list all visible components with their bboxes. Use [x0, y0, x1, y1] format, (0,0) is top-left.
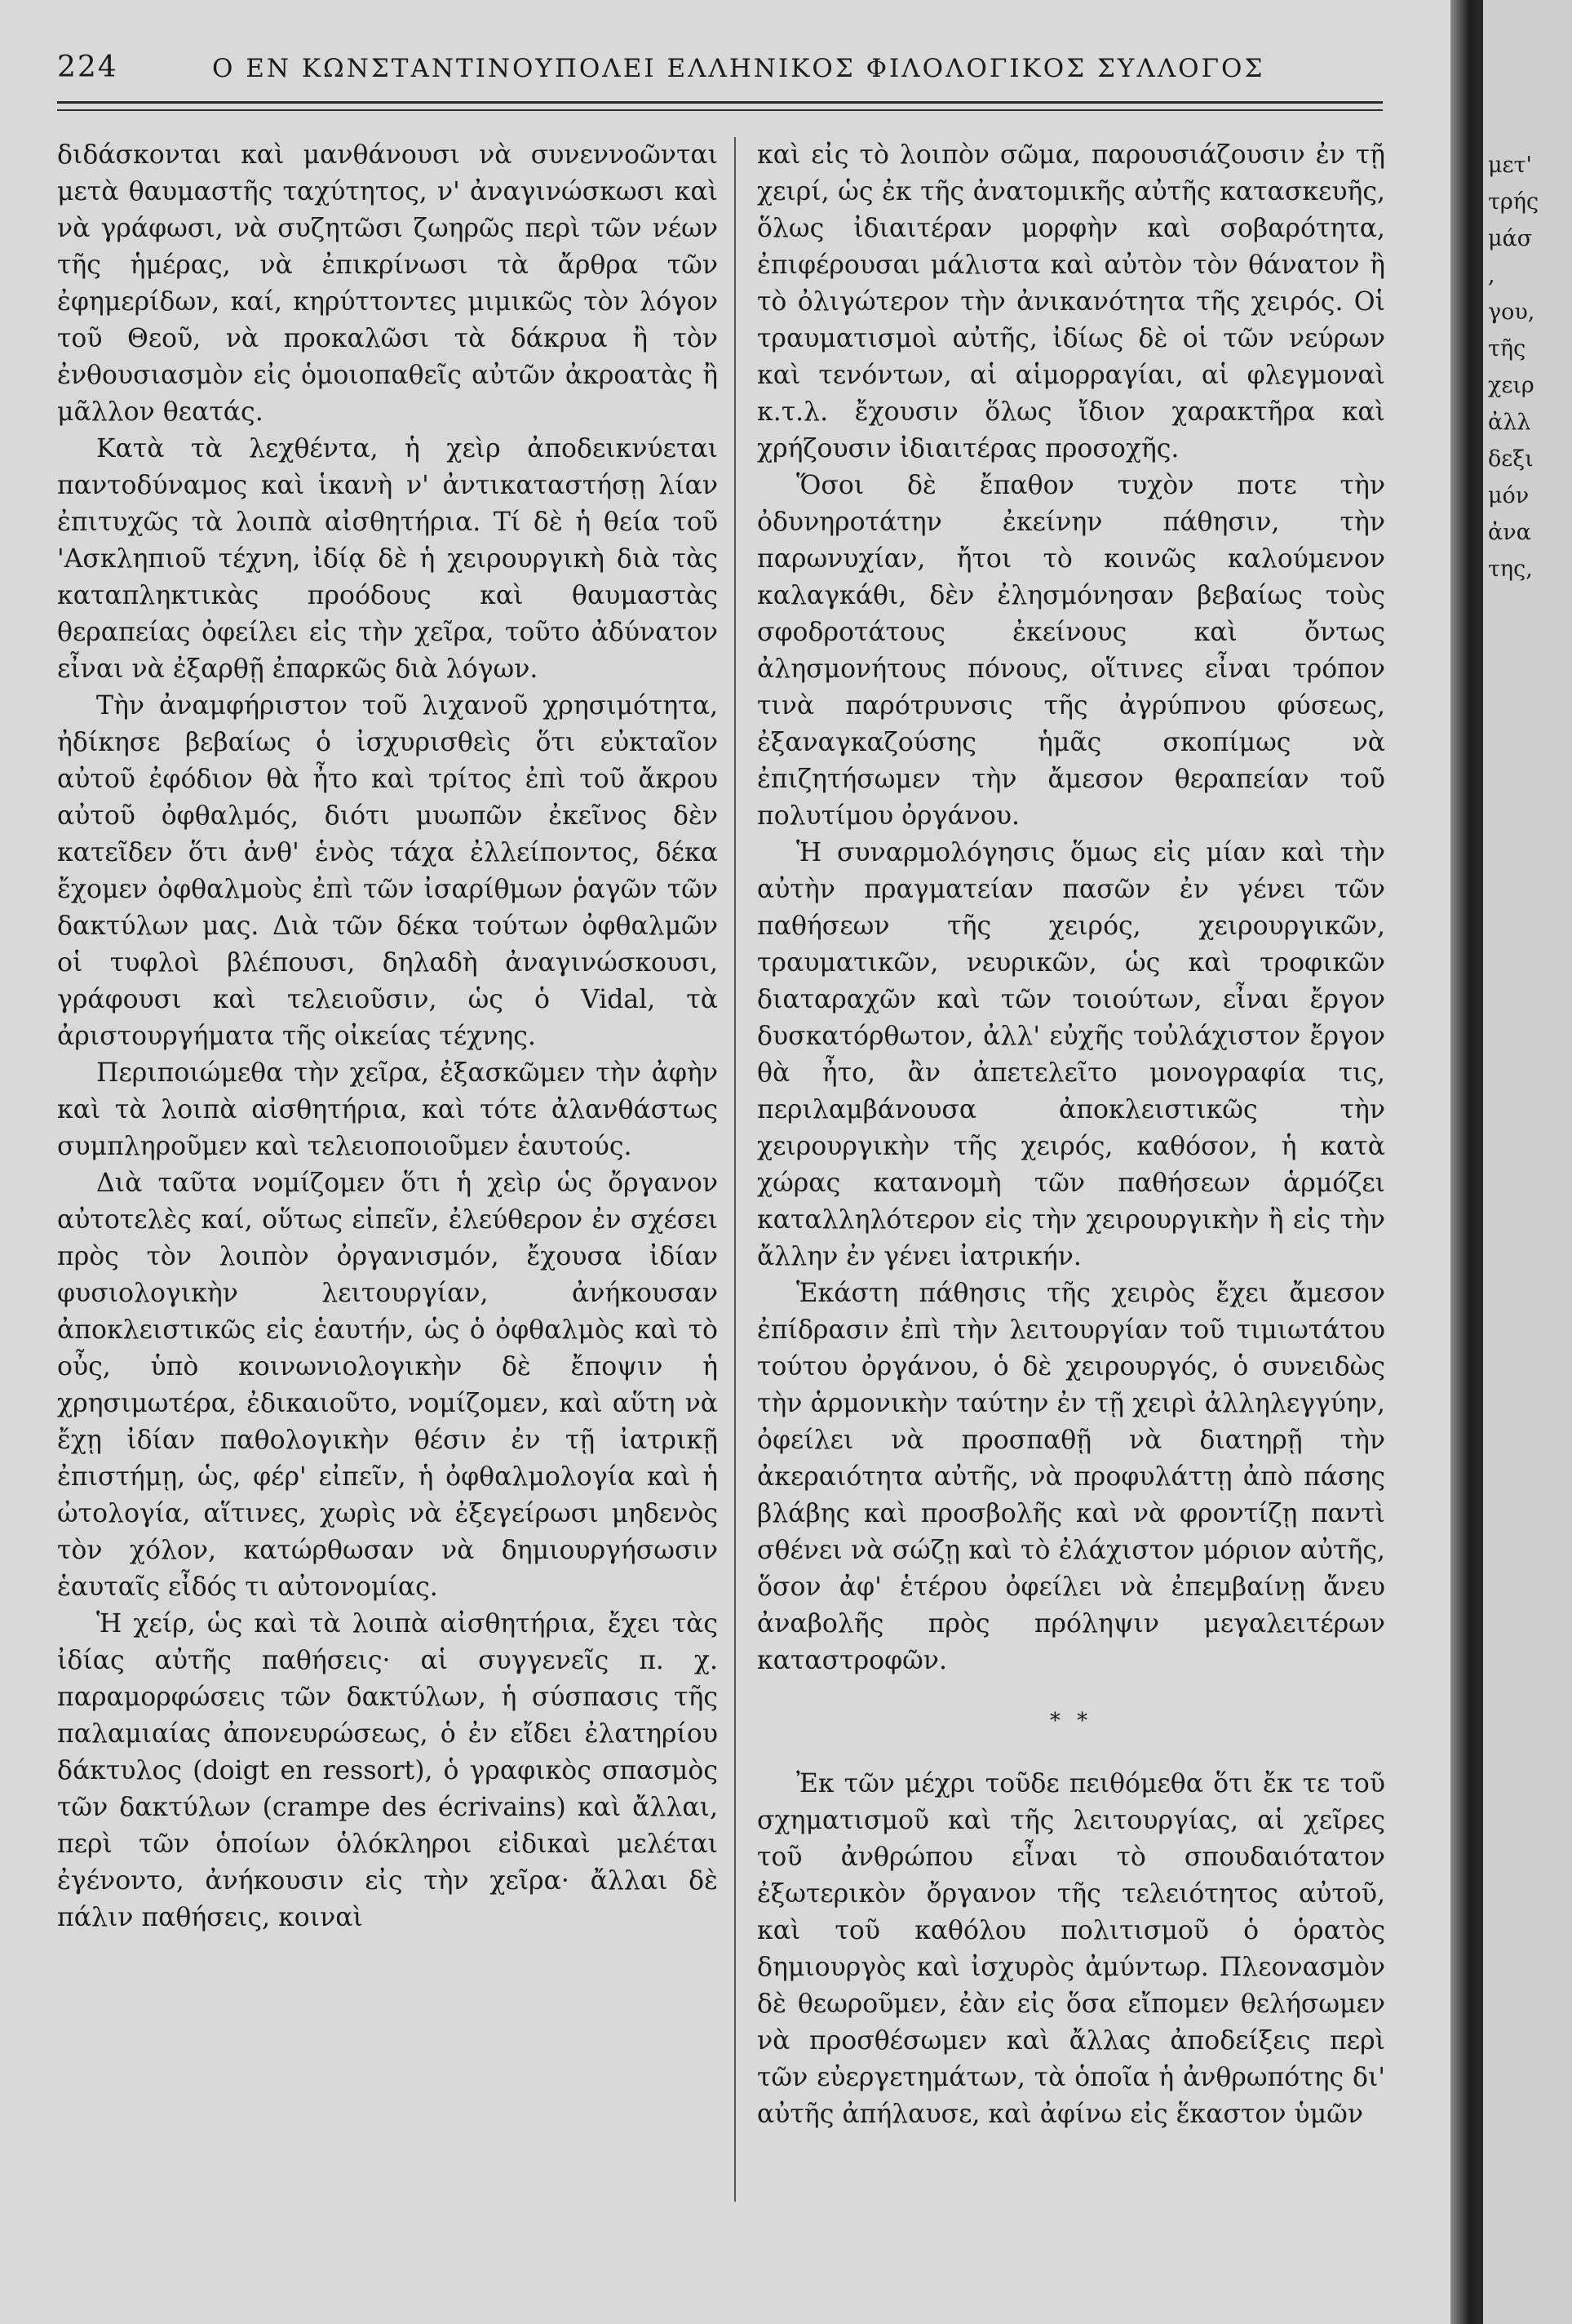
- paragraph: Ἐκ τῶν μέχρι τοῦδε πειθόμεθα ὅτι ἔκ τε τοῦ σχηματισμοῦ καὶ τῆς λειτουργίας, αἱ χεῖρες τοῦ ἀνθρώπου εἶναι τὸ σπουδαιότατον ἐξωτερικὸν ὄργανον τῆς τελειότητος αὐτοῦ, καὶ τοῦ καθόλου πολιτισμοῦ ὁ ὁρατὸς δημιουργὸς καὶ ἰσχυρὸς ἀμύντωρ. Πλεονασμὸν δὲ θεωροῦμεν, ἐὰν εἰς ὅσα εἴπομεν θελήσωμεν νὰ προσθέσωμεν καὶ ἄλλας ἀποδείξεις περὶ τῶν εὐεργετημάτων, τὰ ὁποῖα ἡ ἀνθρωπότης δι' αὐτῆς ἀπήλαυσε, καὶ ἀφίνω εἰς ἕκαστον ὑμῶν: [757, 1769, 1385, 2129]
- next-page-fragment: της,: [1488, 557, 1533, 582]
- paragraph: Ἑκάστη πάθησις τῆς χειρὸς ἔχει ἄμεσον ἐπίδρασιν ἐπὶ τὴν λειτουργίαν τοῦ τιμιωτάτου τούτου ὀργάνου, ὁ δὲ χειρουργός, ὁ συνειδὼς τὴν ἁρμονικὴν ταύτην ἐν τῇ χειρὶ ἀλληλεγγύην, ὀφείλει νὰ προσπαθῇ νὰ διατηρῇ τὴν ἀκεραιότητα αὐτῆς, νὰ προφυλάττῃ ἀπὸ πάσης βλάβης καὶ προσβολῆς καὶ νὰ φροντίζῃ παντὶ σθένει νὰ σώζῃ καὶ τὸ ἐλάχιστον μόριον αὐτῆς, ὅσον ἀφ' ἑτέρου ὀφείλει νὰ ἐπεμβαίνῃ ἄνευ ἀναβολῆς πρὸς πρόληψιν μεγαλειτέρων καταστροφῶν.: [757, 1279, 1385, 1675]
- next-page-fragment: τρής: [1488, 189, 1539, 215]
- right-column: [757, 137, 1385, 2133]
- section-break-asterisks: * *: [1049, 1709, 1093, 1733]
- paragraph: Ἡ χείρ, ὡς καὶ τὰ λοιπὰ αἰσθητήρια, ἔχει τὰς ἰδίας αὐτῆς παθήσεις· αἱ συγγενεῖς π. χ. παραμορφώσεις τῶν δακτύλων, ἡ σύσπασις τῆς παλαμιαίας ἀπονευρώσεως, ὁ ἐν εἴδει ἐλατηρίου δάκτυλος (doigt en ressort), ὁ γραφικὸς σπασμὸς τῶν δακτύλων (crampe des écrivains) καὶ ἄλλαι, περὶ τῶν ὁποίων ὁλόκληροι εἰδικαὶ μελέται ἐγένοντο, ἀνήκουσιν εἰς τὴν χεῖρα· ἄλλαι δὲ πάλιν παθήσεις, κοιναὶ: [57, 1609, 718, 1932]
- left-column: [57, 137, 718, 1936]
- paragraph: Ἡ συναρμολόγησις ὅμως εἰς μίαν καὶ τὴν αὐτὴν πραγματείαν πασῶν ἐν γένει τῶν παθήσεων τῆς χειρός, χειρουργικῶν, τραυματικῶν, νευρικῶν, ὡς καὶ τροφικῶν διαταραχῶν καὶ τῶν τοιούτων, εἶναι ἔργον δυσκατόρθωτον, ἀλλ' εὐχῆς τοὐλάχιστον ἔργον θὰ ἦτο, ἂν ἀπετελεῖτο μονογραφία τις, περιλαμβάνουσα ἀποκλειστικῶς τὴν χειρουργικὴν τῆς χειρός, καθόσον, ἡ κατὰ χώρας κατανομὴ τῶν παθήσεων ἁρμόζει καταλληλότερον εἰς τὴν χειρουργικὴν ἢ εἰς τὴν ἄλλην ἐν γένει ἰατρικήν.: [757, 838, 1385, 1271]
- page-header: [57, 51, 1379, 96]
- next-page-fragment: μόν: [1488, 483, 1530, 508]
- next-page-fragment: ,: [1488, 263, 1495, 288]
- paragraph: Τὴν ἀναμφήριστον τοῦ λιχανοῦ χρησιμότητα, ἠδίκησε βεβαίως ὁ ἰσχυρισθεὶς ὅτι εὐκταῖον αὐτοῦ ἐφόδιον θὰ ἦτο καὶ τρίτος ἐπὶ τοῦ ἄκρου αὐτοῦ ὀφθαλμός, διότι μυωπῶν ἐκεῖνος δὲν κατεῖδεν ὅτι ἀνθ' ἑνὸς τάχα ἐλλείποντος, δέκα ἔχομεν ὀφθαλμοὺς ἐπὶ τῶν ἰσαρίθμων ῥαγῶν τῶν δακτύλων μας. Διὰ τῶν δέκα τούτων ὀφθαλμῶν οἱ τυφλοὶ βλέπουσι, δηλαδὴ ἀναγινώσκουσι, γράφουσι καὶ τελειοῦσιν, ὡς ὁ Vidal, τὰ ἀριστουργήματα τῆς οἰκείας τέχνης.: [57, 691, 718, 1051]
- next-page-fragment: χειρ: [1488, 373, 1534, 398]
- next-page-fragment: μετ': [1488, 153, 1532, 178]
- next-page-fragment: ἀλλ: [1488, 410, 1531, 435]
- running-title: Ο ΕΝ ΚΩΝΣΤΑΝΤΙΝΟΥΠΟΛΕΙ ΕΛΛΗΝΙΚΟΣ ΦΙΛΟΛΟΓΙΚΟΣ ΣΥΛΛΟΓΟΣ: [212, 54, 1265, 83]
- next-page-edge: [1483, 0, 1572, 2324]
- paragraph: διδάσκονται καὶ μανθάνουσι νὰ συνεννοῶνται μετὰ θαυμαστῆς ταχύτητος, ν' ἀναγινώσκωσι καὶ νὰ γράφωσι, νὰ συζητῶσι ζωηρῶς περὶ τῶν νέων τῆς ἡμέρας, νὰ ἐπικρίνωσι τὰ ἄρθρα τῶν ἐφημερίδων, καί, κηρύττοντες μιμικῶς τὸν λόγον τοῦ Θεοῦ, νὰ προκαλῶσι τὰ δάκρυα ἢ τὸν ἐνθουσιασμὸν εἰς ὁμοιοπαθεῖς αὐτῶν ἀκροατὰς ἢ μᾶλλον θεατάς.: [57, 140, 718, 427]
- paragraph: Ὅσοι δὲ ἔπαθον τυχὸν ποτε τὴν ὀδυνηροτάτην ἐκείνην πάθησιν, τὴν παρωνυχίαν, ἤτοι τὸ κοινῶς καλούμενον καλαγκάθι, δὲν ἐλησμόνησαν βεβαίως τοὺς σφοδροτάτους ἐκείνους καὶ ὄντως ἀλησμονήτους πόνους, οἵτινες εἶναι τρόπον τινὰ παρότρυνσις τῆς ἀγρύπνου φύσεως, ἐξαναγκαζούσης ἡμᾶς σκοπίμως νὰ ἐπιζητήσωμεν τὴν ἄμεσον θεραπείαν τοῦ πολυτίμου ὀργάνου.: [757, 471, 1385, 831]
- paragraph: Κατὰ τὰ λεχθέντα, ἡ χεὶρ ἀποδεικνύεται παντοδύναμος καὶ ἱκανὴ ν' ἀντικαταστήσῃ λίαν ἐπιτυχῶς τὰ λοιπὰ αἰσθητήρια. Τί δὲ ἡ θεία τοῦ 'Ασκληπιοῦ τέχνη, ἰδίᾳ δὲ ἡ χειρουργικὴ διὰ τὰς καταπληκτικὰς προόδους καὶ θαυμαστὰς θεραπείας ὀφείλει εἰς τὴν χεῖρα, τοῦτο ἀδύνατον εἶναι νὰ ἐξαρθῇ ἐπαρκῶς διὰ λόγων.: [57, 434, 718, 684]
- next-page-fragment: δεξι: [1488, 446, 1534, 472]
- next-page-fragment: γου,: [1488, 299, 1535, 325]
- paragraph: καὶ εἰς τὸ λοιπὸν σῶμα, παρουσιάζουσιν ἐν τῇ χειρί, ὡς ἐκ τῆς ἀνατομικῆς αὐτῆς κατασκευῆς, ὅλως ἰδιαιτέραν μορφὴν καὶ σοβαρότητα, ἐπιφέρουσαι μάλιστα καὶ αὐτὸν τὸν θάνατον ἢ τὸ ὀλιγώτερον τὴν ἀνικανότητα τῆς χειρός. Οἱ τραυματισμοὶ αὐτῆς, ἰδίως δὲ οἱ τῶν νεύρων καὶ τενόντων, αἱ αἱμορραγίαι, αἱ φλεγμοναὶ κ.τ.λ. ἔχουσιν ὅλως ἴδιον χαρακτῆρα καὶ χρήζουσιν ἰδιαιτέρας προσοχῆς.: [757, 140, 1385, 463]
- header-rule-thin: [57, 109, 1383, 111]
- header-rule: [57, 101, 1383, 104]
- paragraph: Περιποιώμεθα τὴν χεῖρα, ἐξασκῶμεν τὴν ἀφὴν καὶ τὰ λοιπὰ αἰσθητήρια, καὶ τότε ἀλανθάστως συμπληροῦμεν καὶ τελειοποιοῦμεν ἑαυτούς.: [57, 1058, 718, 1161]
- page-number: 224: [57, 51, 118, 84]
- next-page-fragment: ἀνα: [1488, 520, 1531, 545]
- column-divider: [734, 137, 736, 2202]
- next-page-fragment: τῆς: [1488, 336, 1526, 361]
- paragraph: Διὰ ταῦτα νομίζομεν ὅτι ἡ χεὶρ ὡς ὄργανον αὐτοτελὲς καί, οὕτως εἰπεῖν, ἐλεύθερον ἐν σχέσει πρὸς τὸν λοιπὸν ὀργανισμόν, ἔχουσα ἰδίαν φυσιολογικὴν λειτουργίαν, ἀνήκουσαν ἀποκλειστικῶς εἰς ἑαυτήν, ὡς ὁ ὀφθαλμὸς καὶ τὸ οὖς, ὑπὸ κοινωνιολογικὴν δὲ ἔποψιν ἡ χρησιμωτέρα, ἐδικαιοῦτο, νομίζομεν, καὶ αὕτη νὰ ἔχῃ ἰδίαν παθολογικὴν θέσιν ἐν τῇ ἰατρικῇ ἐπιστήμῃ, ὡς, φέρ' εἰπεῖν, ἡ ὀφθαλμολογία καὶ ἡ ὠτολογία, αἵτινες, χωρὶς νὰ ἐξεγείρωσι μηδενὸς τὸν χόλον, κατώρθωσαν νὰ δημιουργήσωσιν ἑαυταῖς εἶδός τι αὐτονομίας.: [57, 1169, 718, 1602]
- next-page-fragment: μάσ: [1488, 226, 1533, 251]
- book-gutter: [1450, 0, 1483, 2324]
